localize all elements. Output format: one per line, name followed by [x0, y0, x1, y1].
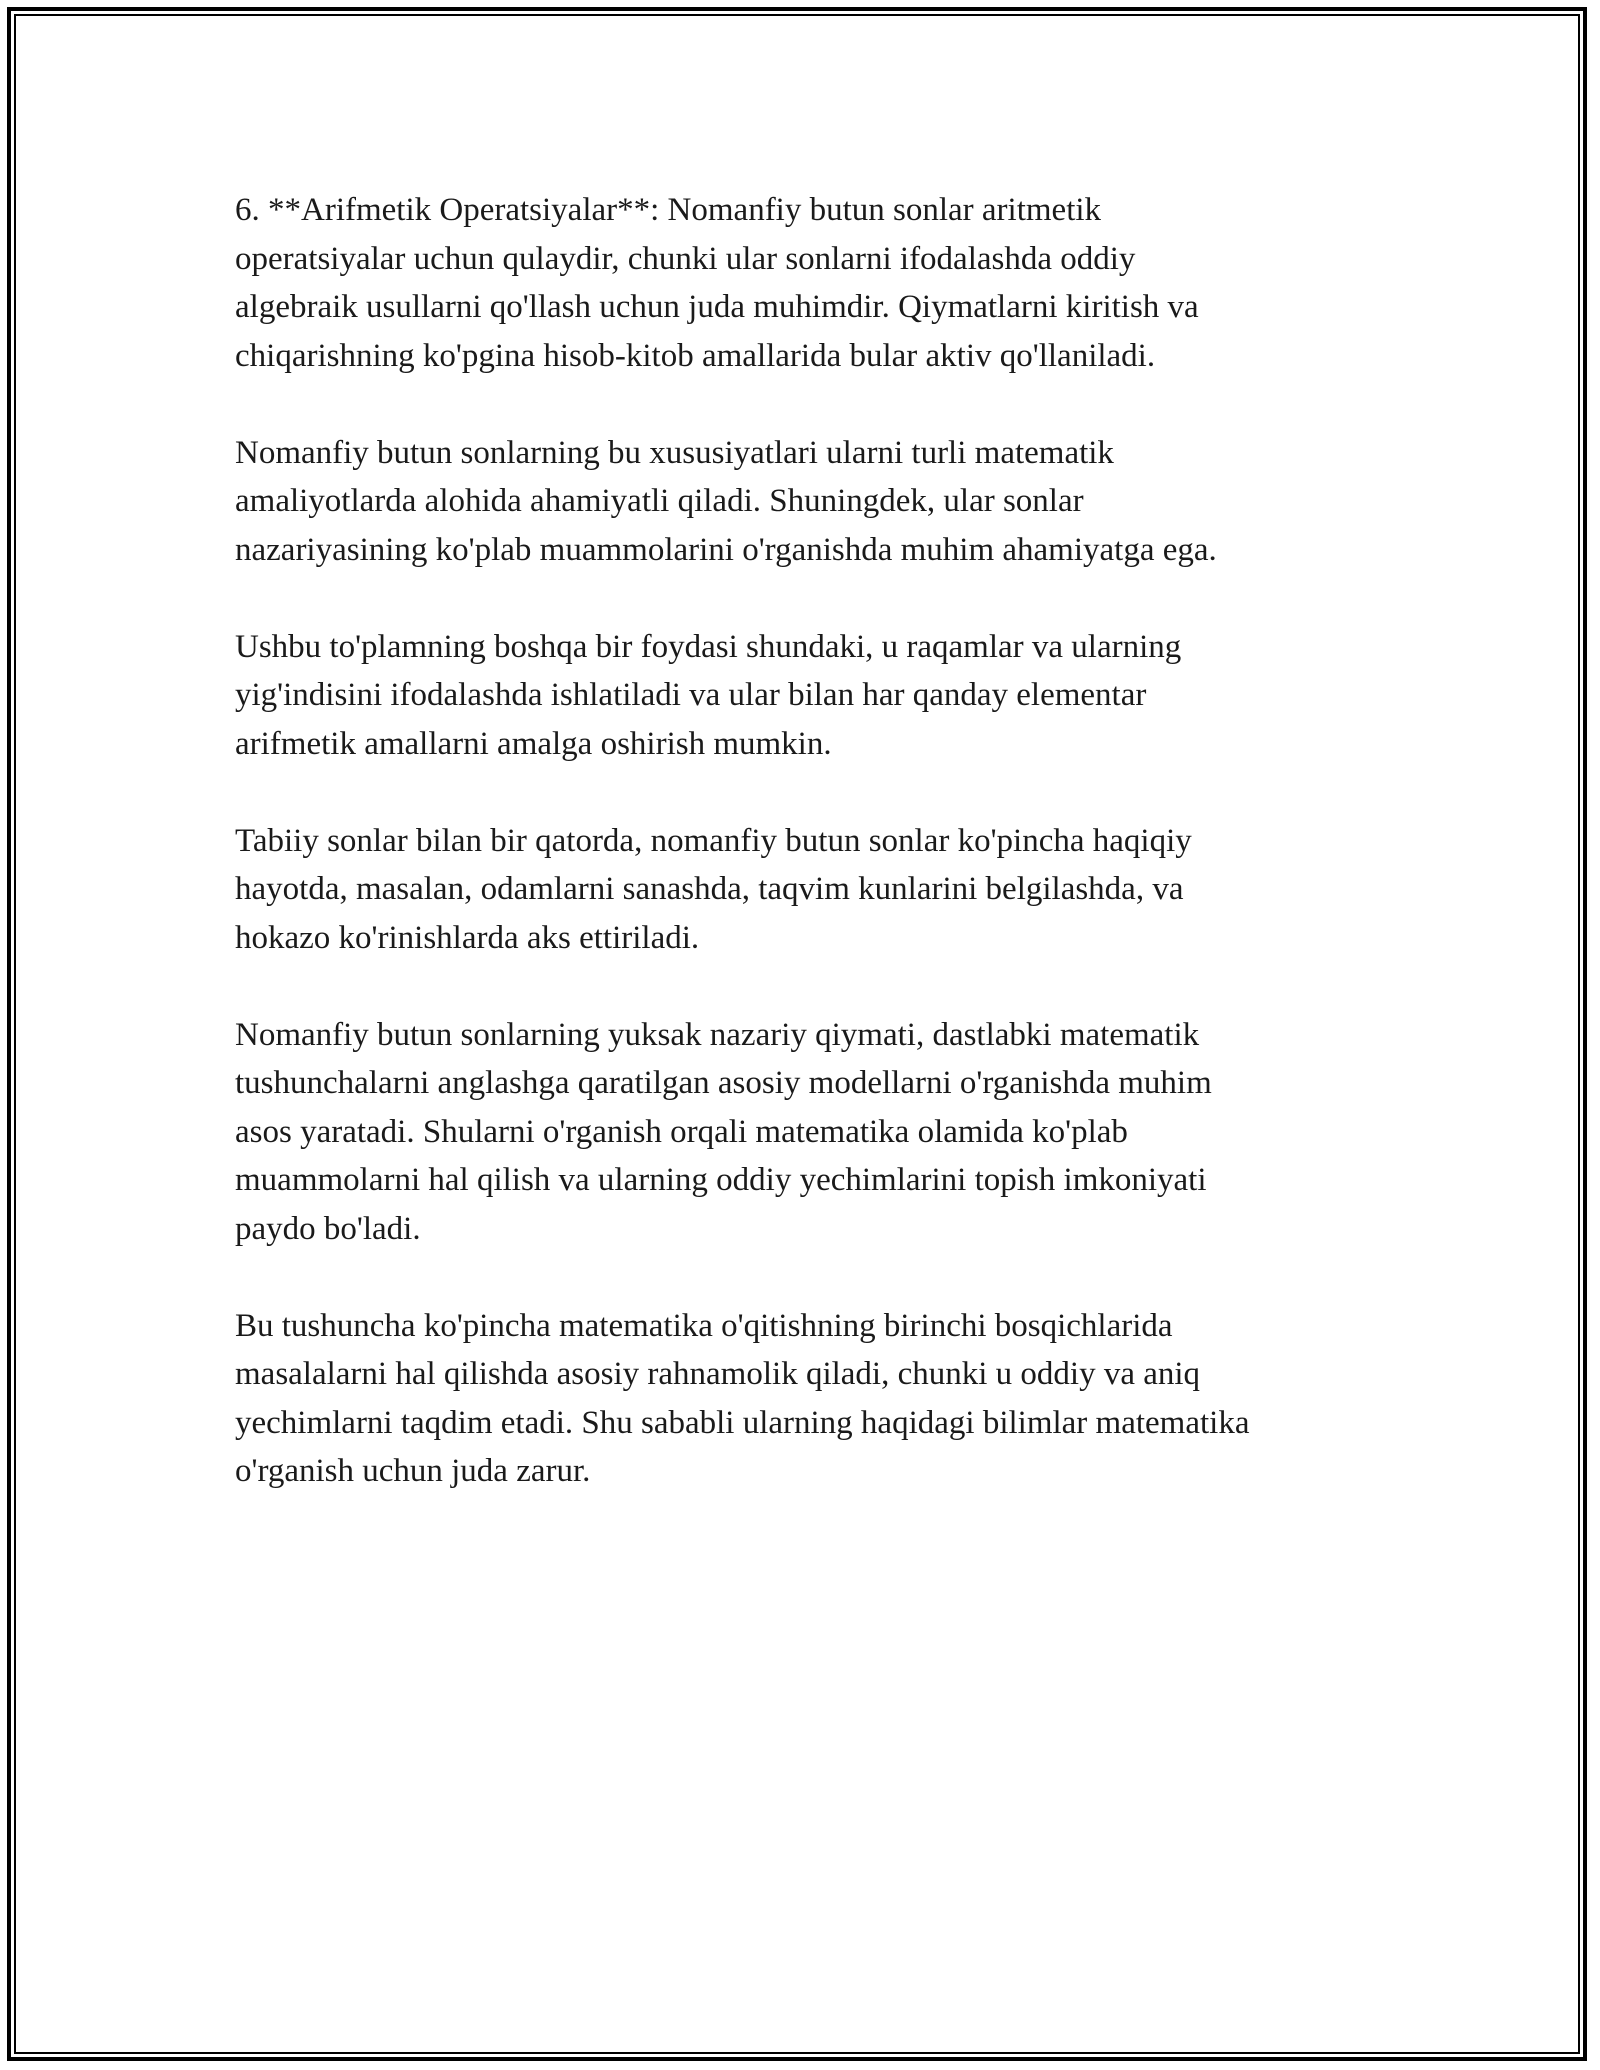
paragraph-set-benefit: Ushbu to'plamning boshqa bir foydasi shundaki, u raqamlar va ularning yig'indisini ifodalashda ishlatiladi va ular bilan har qanday elementar arifmetik amallarni amalga oshirish mumkin.	[235, 628, 1182, 762]
paragraph-arithmetic-operations: 6. **Arifmetik Operatsiyalar**: Nomanfiy butun sonlar aritmetik operatsiyalar uchun qulaydir, chunki ular sonlarni ifodalashda oddiy algebraik usullarni qo'llash uchun juda muhimdir. Qiymatlarni kiritish va chiqarishning ko'pgina hisob-kitob amallarida bular aktiv qo'llaniladi.	[235, 192, 1199, 374]
paragraph-theoretical-value: Nomanfiy butun sonlarning yuksak nazariy qiymati, dastlabki matematik tushunchalarni anglashga qaratilgan asosiy modellarni o'rganishda muhim asos yaratadi. Shularni o'rganish orqali matematika olamida ko'plab muammolarni hal qilish va ularning oddiy yechimlarini topish imkoniyati paydo bo'ladi.	[235, 1016, 1212, 1247]
document-body	[235, 186, 1375, 1544]
paragraph-properties-importance: Nomanfiy butun sonlarning bu xususiyatlari ularni turli matematik amaliyotlarda alohida ahamiyatli qiladi. Shuningdek, ular sonlar nazariyasining ko'plab muammolarini o'rganishda muhim ahamiyatga ega.	[235, 434, 1217, 568]
paragraph-teaching-role: Bu tushuncha ko'pincha matematika o'qitishning birinchi bosqichlarida masalalarni hal qilishda asosiy rahnamolik qiladi, chunki u oddiy va aniq yechimlarni taqdim etadi. Shu sababli ularning haqidagi bilimlar matematika o'rganish uchun juda zarur.	[235, 1307, 1250, 1489]
paragraph-real-life-usage: Tabiiy sonlar bilan bir qatorda, nomanfiy butun sonlar ko'pincha haqiqiy hayotda, masalan, odamlarni sanashda, taqvim kunlarini belgilashda, va hokazo ko'rinishlarda aks ettiriladi.	[235, 822, 1192, 956]
